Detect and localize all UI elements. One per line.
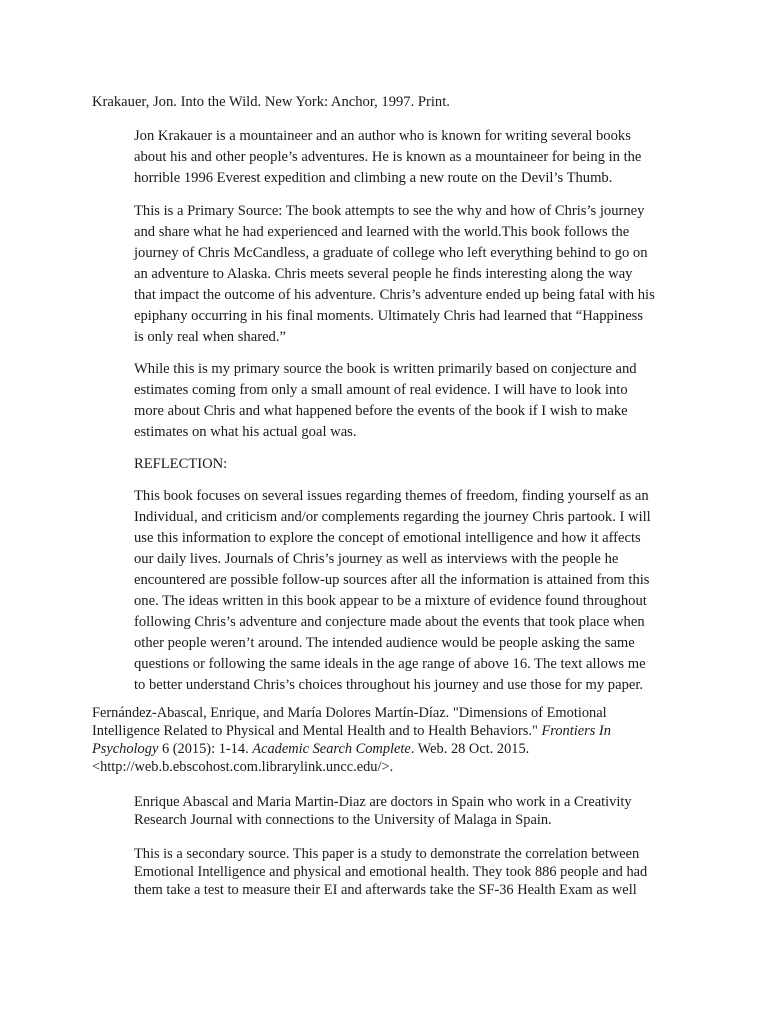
citation-text-part1: Fernández-Abascal, Enrique, and María Dolores Martín-Díaz. "Dimensions of Emotional Intelligence Related to Physical and Mental Health and to Health Behaviors.": [92, 705, 607, 739]
paragraph-reflection: This book focuses on several issues regarding themes of freedom, finding yourself as an Individual, and criticism and/or complements regarding the journey Chris partook. I will use this information to explore the concept of emotional intelligence and how it affects our daily lives. Journals of Chris’s journey as well as interviews with the people he encountered are possible follow-up sources after all the information is attained from this one. The ideas written in this book appear to be a mixture of evidence found throughout following Chris’s adventure and conjecture made about the events that took place when other people weren’t around. The intended audience would be people asking the same questions or following the same ideals in the age range of above 16. The text allows me to better understand Chris’s choices throughout his journey and use those for my paper.: [134, 488, 651, 693]
heading-reflection: REFLECTION:: [134, 456, 228, 472]
paragraph-primary-source: This is a Primary Source: The book attempts to see the why and how of Chris’s journey and share what he had experienced and learned with the world.This book follows the journey of Chris McCandless, a graduate of college who left everything behind to go on an adventure to Alaska. Chris meets several people he finds interesting along the way that impact the outcome of his adventure. Chris’s adventure ended up being fatal with his epiphany occurring in his final moments. Ultimately Chris had learned that “Happiness is only real when shared.”: [134, 203, 655, 345]
citation-text-part2: 6 (2015): 1-14.: [158, 741, 253, 757]
paragraph-secondary-source: This is a secondary source. This paper is a study to demonstrate the correlation between Emotional Intelligence and physical and emotional health. They took 886 people and had them take a test to measure their EI and afterwards take the SF-36 Health Exam as well: [134, 846, 648, 898]
citation-fernandez-abascal: [92, 704, 662, 776]
paragraph-author-bio: Jon Krakauer is a mountaineer and an author who is known for writing several books about his and other people’s adventures. He is known as a mountaineer for being in the horrible 1996 Everest expedition and climbing a new route on the Devil’s Thumb.: [134, 128, 642, 186]
citation-database-name: Academic Search Complete: [252, 741, 411, 757]
citation-text-part3: . Web. 28 Oct. 2015. <http://web.b.ebscohost.com.librarylink.uncc.edu/>.: [92, 741, 530, 775]
citation-krakauer: Krakauer, Jon. Into the Wild. New York: Anchor, 1997. Print.: [92, 94, 450, 110]
paragraph-conjecture: While this is my primary source the book is written primarily based on conjecture and estimates coming from only a small amount of real evidence. I will have to look into more about Chris and what happened before the events of the book if I wish to make estimates on what his actual goal was.: [134, 361, 637, 440]
paragraph-authors-info: Enrique Abascal and Maria Martin-Diaz are doctors in Spain who work in a Creativity Research Journal with connections to the University of Malaga in Spain.: [134, 794, 632, 828]
citation-journal-title: Frontiers In Psychology: [92, 723, 611, 757]
